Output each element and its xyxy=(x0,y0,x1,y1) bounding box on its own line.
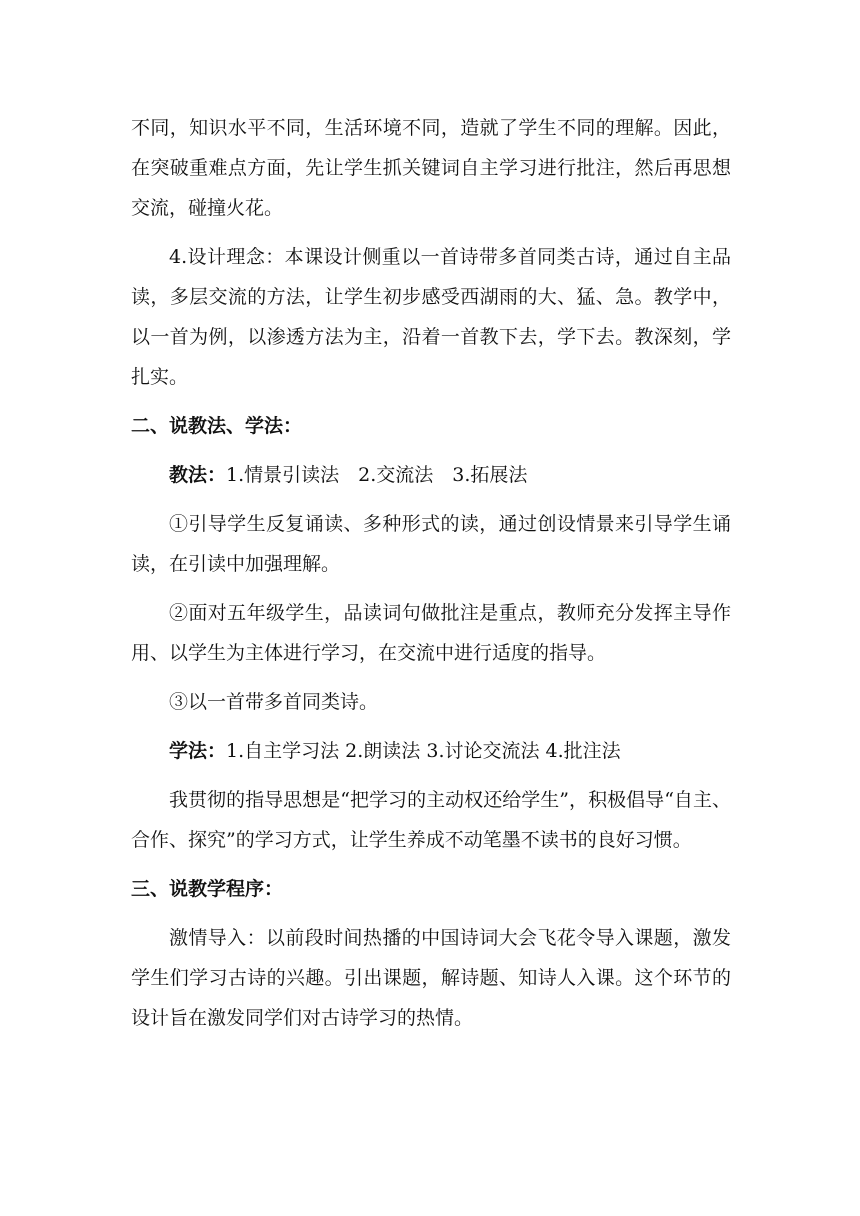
learning-methods-list: 1.自主学习法 2.朗读法 3.讨论交流法 4.批注法 xyxy=(226,740,621,762)
section-heading-methods: 二、说教法、学法： xyxy=(131,415,303,437)
paragraph-teaching-methods xyxy=(131,455,731,495)
paragraph-guiding-idea: 我贯彻的指导思想是“把学习的主动权还给学生”，积极倡导“自主、合作、探究”的学习方式，让学生养成不动笔墨不读书的良好习惯。 xyxy=(131,789,731,851)
paragraph-continuation: 不同，知识水平不同，生活环境不同，造就了学生不同的理解。因此，在突破重难点方面，先让学生抓关键词自主学习进行批注，然后再思想交流，碰撞火花。 xyxy=(131,117,731,219)
document-body xyxy=(131,108,731,1047)
paragraph-introduction: 激情导入：以前段时间热播的中国诗词大会飞花令导入课题，激发学生们学习古诗的兴趣。引出课题，解诗题、知诗人入课。这个环节的设计旨在激发同学们对古诗学习的热情。 xyxy=(131,927,731,1029)
paragraph-method-1: ①引导学生反复诵读、多种形式的读，通过创设情景来引导学生诵读，在引读中加强理解。 xyxy=(131,513,731,575)
learning-methods-label: 学法： xyxy=(169,740,227,762)
paragraph-method-2: ②面对五年级学生，品读词句做批注是重点，教师充分发挥主导作用、以学生为主体进行学习，在交流中进行适度的指导。 xyxy=(131,602,731,664)
section-heading-procedure: 三、说教学程序： xyxy=(131,878,284,900)
paragraph-learning-methods xyxy=(131,731,731,771)
teaching-methods-list: 1.情景引读法 2.交流法 3.拓展法 xyxy=(226,464,528,486)
paragraph-method-3: ③以一首带多首同类诗。 xyxy=(169,691,379,713)
paragraph-design-concept: 4.设计理念：本课设计侧重以一首诗带多首同类古诗，通过自主品读，多层交流的方法，让学生初步感受西湖雨的大、猛、急。教学中，以一首为例，以渗透方法为主，沿着一首教下去，学下去。教深刻，学扎实。 xyxy=(131,246,731,388)
teaching-methods-label: 教法： xyxy=(169,464,227,486)
